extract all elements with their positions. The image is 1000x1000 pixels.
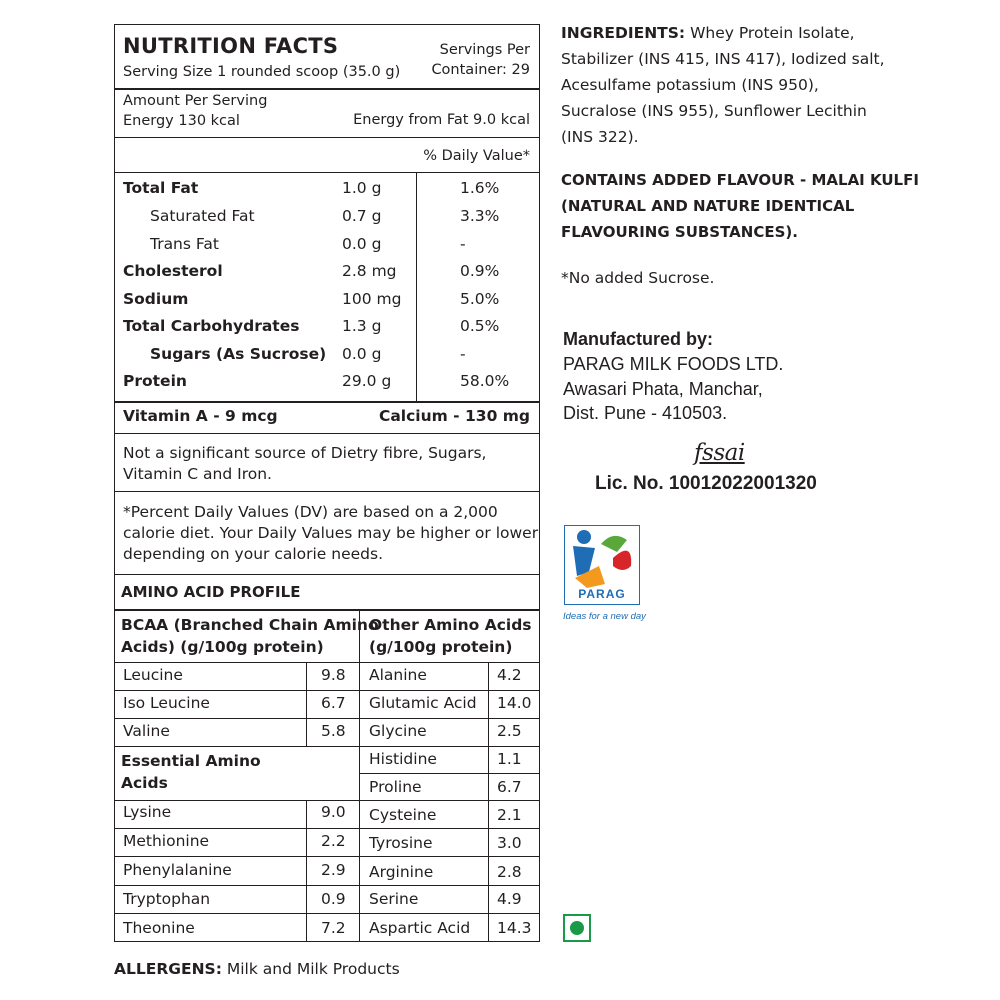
amino-name: Serine — [369, 890, 419, 908]
nutrient-name: Sodium — [123, 290, 189, 308]
fssai-logo — [694, 440, 745, 466]
amino-name: Proline — [369, 778, 422, 796]
amino-name: Tryptophan — [123, 890, 211, 908]
amino-name: Lysine — [123, 803, 172, 821]
nutrient-dv: 3.3% — [460, 207, 500, 225]
nutrition-title: NUTRITION FACTS — [123, 34, 339, 58]
divider — [114, 491, 540, 492]
bcaa-header-line2: Acids) (g/100g protein) — [121, 638, 324, 656]
amino-name: Glutamic Acid — [369, 694, 477, 712]
amino-name: Alanine — [369, 666, 427, 684]
manufacturer-name: PARAG MILK FOODS LTD. — [563, 354, 784, 374]
divider — [488, 662, 489, 942]
divider — [416, 172, 417, 402]
amino-value: 0.9 — [321, 890, 346, 908]
divider — [306, 800, 307, 942]
divider — [359, 609, 360, 942]
amino-name: Valine — [123, 722, 170, 740]
amino-value: 2.2 — [321, 832, 346, 850]
flavour-line1: CONTAINS ADDED FLAVOUR - MALAI KULFI — [561, 171, 919, 189]
amino-value: 7.2 — [321, 919, 346, 937]
nutrient-dv: 1.6% — [460, 179, 500, 197]
footnote-line3: depending on your calorie needs. — [123, 545, 384, 563]
divider — [114, 662, 540, 663]
not-significant-line2: Vitamin C and Iron. — [123, 465, 272, 483]
amino-title: AMINO ACID PROFILE — [121, 583, 301, 601]
amino-name: Tyrosine — [369, 834, 433, 852]
fssai-logo-text: fssai — [694, 440, 745, 466]
nutrient-amount: 1.3 g — [342, 317, 382, 335]
divider — [114, 718, 540, 719]
no-sucrose-note: *No added Sucrose. — [561, 269, 715, 287]
nutrient-amount: 0.0 g — [342, 345, 382, 363]
amino-value: 9.0 — [321, 803, 346, 821]
divider — [114, 137, 540, 138]
amount-per-serving: Amount Per Serving — [123, 93, 268, 109]
flavour-line3: FLAVOURING SUBSTANCES). — [561, 223, 798, 241]
energy-from-fat: Energy from Fat 9.0 kcal — [353, 112, 530, 128]
nutrient-dv: - — [460, 235, 466, 253]
other-header-line2: (g/100g protein) — [369, 638, 513, 656]
parag-tagline: Ideas for a new day — [563, 611, 646, 622]
serving-size: Serving Size 1 rounded scoop (35.0 g) — [123, 64, 401, 80]
manufacturer-address1: Awasari Phata, Manchar, — [563, 379, 763, 399]
fssai-license: Lic. No. 10012022001320 — [595, 473, 817, 494]
amino-name: Leucine — [123, 666, 183, 684]
amino-name: Methionine — [123, 832, 210, 850]
parag-logo-name: PARAG — [578, 587, 626, 601]
ingredients-label: INGREDIENTS: — [561, 24, 686, 42]
divider — [114, 172, 540, 173]
divider — [114, 690, 540, 691]
amino-value: 2.1 — [497, 806, 522, 824]
manufactured-by-label: Manufactured by: — [563, 329, 714, 349]
essential-header-line2: Acids — [121, 774, 168, 792]
essential-header-line1: Essential Amino — [121, 752, 261, 770]
vegetarian-dot — [570, 921, 584, 935]
ingredients-line2: Stabilizer (INS 415, INS 417), Iodized salt, — [561, 50, 885, 68]
nutrient-dv: 5.0% — [460, 290, 500, 308]
ingredients-block — [561, 20, 981, 150]
vitamin-a: Vitamin A - 9 mcg — [123, 407, 278, 425]
nutrient-name: Sugars (As Sucrose) — [150, 345, 327, 363]
amino-value: 6.7 — [321, 694, 346, 712]
vegetarian-mark-icon — [563, 914, 591, 942]
amino-value: 3.0 — [497, 834, 522, 852]
nutrient-amount: 1.0 g — [342, 179, 382, 197]
energy: Energy 130 kcal — [123, 113, 240, 129]
amino-name: Theonine — [123, 919, 195, 937]
amino-value: 2.9 — [321, 861, 346, 879]
divider — [114, 800, 540, 801]
footnote-line2: calorie diet. Your Daily Values may be higher or lower — [123, 524, 539, 542]
divider — [114, 885, 540, 886]
flavour-block — [561, 167, 991, 245]
divider — [114, 609, 540, 611]
divider — [114, 401, 540, 403]
nutrient-name: Total Carbohydrates — [123, 317, 300, 335]
nutrient-name: Cholesterol — [123, 262, 223, 280]
divider — [359, 773, 540, 774]
amino-name: Histidine — [369, 750, 437, 768]
ingredients-line5: (INS 322). — [561, 128, 639, 146]
allergens-label: ALLERGENS: — [114, 960, 222, 978]
servings-per-line2: Container: 29 — [431, 62, 530, 78]
nutrient-name: Protein — [123, 372, 187, 390]
ingredients-line3: Acesulfame potassium (INS 950), — [561, 76, 819, 94]
divider — [114, 828, 540, 829]
nutrient-amount: 2.8 mg — [342, 262, 397, 280]
ingredients-line4: Sucralose (INS 955), Sunflower Lecithin — [561, 102, 867, 120]
amino-value: 1.1 — [497, 750, 522, 768]
nutrient-name: Trans Fat — [150, 235, 219, 253]
nutrient-amount: 100 mg — [342, 290, 402, 308]
amino-name: Cysteine — [369, 806, 437, 824]
ingredients-line1: Whey Protein Isolate, — [690, 24, 855, 42]
amino-value: 4.2 — [497, 666, 522, 684]
divider — [114, 88, 540, 90]
nutrient-amount: 29.0 g — [342, 372, 392, 390]
nutrient-name: Total Fat — [123, 179, 199, 197]
amino-value: 9.8 — [321, 666, 346, 684]
divider — [114, 913, 540, 914]
daily-value-header: % Daily Value* — [423, 148, 530, 164]
manufacturer-address2: Dist. Pune - 410503. — [563, 403, 728, 423]
amino-name: Aspartic Acid — [369, 919, 471, 937]
divider — [114, 574, 540, 575]
not-significant-line1: Not a significant source of Dietry fibre, Sugars, — [123, 444, 487, 462]
servings-per-line1: Servings Per — [439, 42, 530, 58]
amino-name: Iso Leucine — [123, 694, 210, 712]
allergens-line — [114, 960, 400, 978]
amino-value: 2.5 — [497, 722, 522, 740]
amino-name: Arginine — [369, 863, 434, 881]
amino-value: 4.9 — [497, 890, 522, 908]
nutrient-dv: 58.0% — [460, 372, 510, 390]
nutrient-amount: 0.7 g — [342, 207, 382, 225]
bcaa-header-line1: BCAA (Branched Chain Amino — [121, 616, 379, 634]
amino-value: 14.0 — [497, 694, 532, 712]
amino-value: 14.3 — [497, 919, 532, 937]
divider — [114, 433, 540, 434]
nutrient-dv: - — [460, 345, 466, 363]
parag-logo — [564, 525, 640, 605]
other-header-line1: Other Amino Acids — [369, 616, 532, 634]
divider — [306, 662, 307, 746]
nutrient-dv: 0.9% — [460, 262, 500, 280]
amino-value: 5.8 — [321, 722, 346, 740]
amino-value: 6.7 — [497, 778, 522, 796]
nutrient-dv: 0.5% — [460, 317, 500, 335]
footnote-line1: *Percent Daily Values (DV) are based on a 2,000 — [123, 503, 498, 521]
calcium: Calcium - 130 mg — [378, 407, 530, 425]
amino-value: 2.8 — [497, 863, 522, 881]
nutrient-name: Saturated Fat — [150, 207, 255, 225]
divider — [114, 746, 540, 747]
divider — [114, 856, 540, 857]
nutrient-amount: 0.0 g — [342, 235, 382, 253]
amino-name: Glycine — [369, 722, 427, 740]
amino-name: Phenylalanine — [123, 861, 232, 879]
allergens-value: Milk and Milk Products — [226, 960, 400, 978]
flavour-line2: (NATURAL AND NATURE IDENTICAL — [561, 197, 855, 215]
